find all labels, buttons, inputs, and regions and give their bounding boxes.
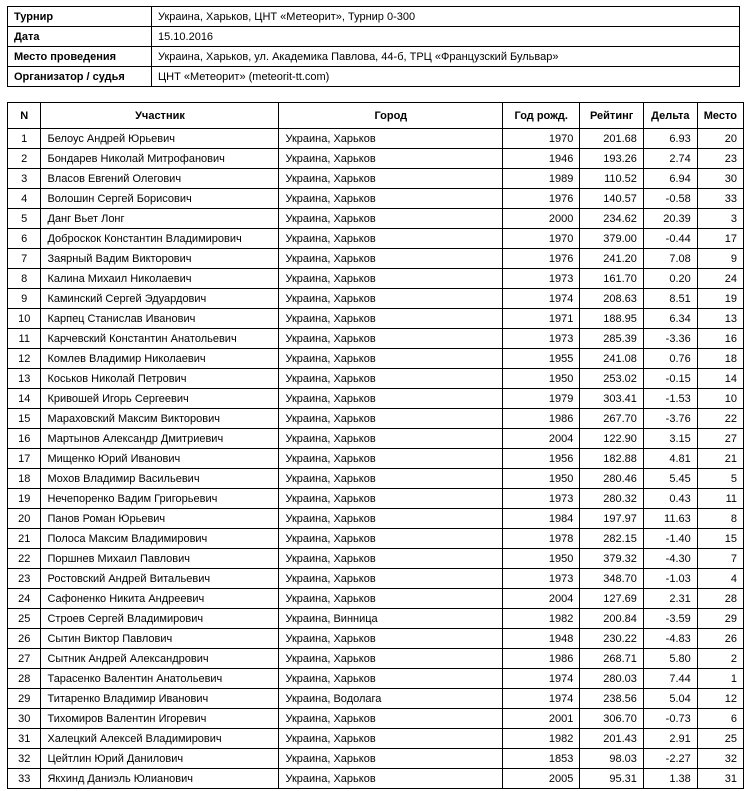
cell-rating: 140.57 xyxy=(580,189,644,209)
cell-participant: Карпец Станислав Иванович xyxy=(41,309,279,329)
cell-participant: Каминский Сергей Эдуардович xyxy=(41,289,279,309)
cell-participant: Заярный Вадим Викторович xyxy=(41,249,279,269)
cell-delta: 3.15 xyxy=(643,429,697,449)
cell-number: 4 xyxy=(8,189,41,209)
cell-number: 8 xyxy=(8,269,41,289)
cell-birth-year: 1955 xyxy=(503,349,580,369)
table-row xyxy=(8,249,744,269)
cell-delta: 8.51 xyxy=(643,289,697,309)
info-row-tournament xyxy=(8,7,740,27)
cell-place: 7 xyxy=(697,549,743,569)
results-header-row xyxy=(8,103,744,129)
info-row-date xyxy=(8,27,740,47)
cell-rating: 241.20 xyxy=(580,249,644,269)
cell-delta: 2.31 xyxy=(643,589,697,609)
cell-birth-year: 1974 xyxy=(503,289,580,309)
cell-birth-year: 1974 xyxy=(503,669,580,689)
cell-city: Украина, Харьков xyxy=(279,489,503,509)
cell-birth-year: 1950 xyxy=(503,369,580,389)
cell-city: Украина, Харьков xyxy=(279,549,503,569)
cell-rating: 208.63 xyxy=(580,289,644,309)
cell-place: 20 xyxy=(697,129,743,149)
cell-number: 25 xyxy=(8,609,41,629)
column-header-place: Место xyxy=(697,103,743,129)
cell-rating: 379.00 xyxy=(580,229,644,249)
cell-rating: 379.32 xyxy=(580,549,644,569)
table-row xyxy=(8,409,744,429)
cell-participant: Тихомиров Валентин Игоревич xyxy=(41,709,279,729)
cell-place: 31 xyxy=(697,769,743,789)
cell-place: 26 xyxy=(697,629,743,649)
cell-birth-year: 1974 xyxy=(503,689,580,709)
cell-participant: Титаренко Владимир Иванович xyxy=(41,689,279,709)
cell-place: 17 xyxy=(697,229,743,249)
column-header-rating: Рейтинг xyxy=(580,103,644,129)
cell-birth-year: 2000 xyxy=(503,209,580,229)
cell-rating: 241.08 xyxy=(580,349,644,369)
cell-delta: 5.04 xyxy=(643,689,697,709)
cell-city: Украина, Харьков xyxy=(279,389,503,409)
cell-delta: -0.58 xyxy=(643,189,697,209)
cell-delta: 6.93 xyxy=(643,129,697,149)
cell-participant: Власов Евгений Олегович xyxy=(41,169,279,189)
cell-place: 32 xyxy=(697,749,743,769)
table-row xyxy=(8,329,744,349)
cell-participant: Строев Сергей Владимирович xyxy=(41,609,279,629)
cell-participant: Карчевский Константин Анатольевич xyxy=(41,329,279,349)
cell-birth-year: 1978 xyxy=(503,529,580,549)
cell-city: Украина, Харьков xyxy=(279,149,503,169)
cell-place: 12 xyxy=(697,689,743,709)
cell-number: 31 xyxy=(8,729,41,749)
info-value: ЦНТ «Метеорит» (meteorit-tt.com) xyxy=(152,67,740,87)
cell-number: 18 xyxy=(8,469,41,489)
table-row xyxy=(8,709,744,729)
cell-rating: 280.46 xyxy=(580,469,644,489)
cell-place: 11 xyxy=(697,489,743,509)
cell-participant: Данг Вьет Лонг xyxy=(41,209,279,229)
cell-place: 6 xyxy=(697,709,743,729)
cell-participant: Поршнев Михаил Павлович xyxy=(41,549,279,569)
cell-city: Украина, Харьков xyxy=(279,729,503,749)
info-value: Украина, Харьков, ул. Академика Павлова, 44-б, ТРЦ «Французский Бульвар» xyxy=(152,47,740,67)
cell-number: 20 xyxy=(8,509,41,529)
cell-birth-year: 1976 xyxy=(503,189,580,209)
cell-birth-year: 2005 xyxy=(503,769,580,789)
cell-city: Украина, Харьков xyxy=(279,269,503,289)
table-row xyxy=(8,689,744,709)
cell-birth-year: 1946 xyxy=(503,149,580,169)
info-value: Украина, Харьков, ЦНТ «Метеорит», Турнир 0-300 xyxy=(152,7,740,27)
cell-participant: Ростовский Андрей Витальевич xyxy=(41,569,279,589)
cell-rating: 230.22 xyxy=(580,629,644,649)
cell-city: Украина, Харьков xyxy=(279,509,503,529)
cell-participant: Цейтлин Юрий Данилович xyxy=(41,749,279,769)
cell-participant: Мищенко Юрий Иванович xyxy=(41,449,279,469)
cell-number: 14 xyxy=(8,389,41,409)
cell-place: 3 xyxy=(697,209,743,229)
cell-delta: 6.94 xyxy=(643,169,697,189)
table-row xyxy=(8,149,744,169)
cell-city: Украина, Харьков xyxy=(279,309,503,329)
cell-rating: 285.39 xyxy=(580,329,644,349)
cell-birth-year: 1973 xyxy=(503,569,580,589)
cell-rating: 238.56 xyxy=(580,689,644,709)
cell-city: Украина, Харьков xyxy=(279,669,503,689)
cell-birth-year: 1976 xyxy=(503,249,580,269)
cell-city: Украина, Харьков xyxy=(279,769,503,789)
cell-birth-year: 1979 xyxy=(503,389,580,409)
table-row xyxy=(8,389,744,409)
cell-delta: -0.15 xyxy=(643,369,697,389)
table-row xyxy=(8,469,744,489)
cell-city: Украина, Харьков xyxy=(279,329,503,349)
cell-city: Украина, Харьков xyxy=(279,529,503,549)
cell-place: 30 xyxy=(697,169,743,189)
cell-number: 2 xyxy=(8,149,41,169)
cell-number: 22 xyxy=(8,549,41,569)
cell-place: 18 xyxy=(697,349,743,369)
cell-city: Украина, Харьков xyxy=(279,569,503,589)
cell-city: Украина, Харьков xyxy=(279,249,503,269)
cell-participant: Мартынов Александр Дмитриевич xyxy=(41,429,279,449)
cell-delta: 2.74 xyxy=(643,149,697,169)
cell-number: 28 xyxy=(8,669,41,689)
cell-birth-year: 1984 xyxy=(503,509,580,529)
cell-rating: 253.02 xyxy=(580,369,644,389)
cell-rating: 200.84 xyxy=(580,609,644,629)
cell-place: 29 xyxy=(697,609,743,629)
table-row xyxy=(8,629,744,649)
cell-place: 19 xyxy=(697,289,743,309)
cell-delta: 1.38 xyxy=(643,769,697,789)
cell-delta: 7.44 xyxy=(643,669,697,689)
cell-city: Украина, Харьков xyxy=(279,749,503,769)
cell-delta: -1.53 xyxy=(643,389,697,409)
cell-place: 9 xyxy=(697,249,743,269)
column-header-number: N xyxy=(8,103,41,129)
cell-participant: Мохов Владимир Васильевич xyxy=(41,469,279,489)
cell-rating: 182.88 xyxy=(580,449,644,469)
table-row xyxy=(8,489,744,509)
table-row xyxy=(8,609,744,629)
table-row xyxy=(8,269,744,289)
cell-participant: Нечепоренко Вадим Григорьевич xyxy=(41,489,279,509)
cell-city: Украина, Харьков xyxy=(279,349,503,369)
table-row xyxy=(8,369,744,389)
cell-number: 12 xyxy=(8,349,41,369)
info-value: 15.10.2016 xyxy=(152,27,740,47)
cell-place: 10 xyxy=(697,389,743,409)
cell-place: 33 xyxy=(697,189,743,209)
cell-delta: -1.03 xyxy=(643,569,697,589)
cell-number: 5 xyxy=(8,209,41,229)
cell-participant: Полоса Максим Владимирович xyxy=(41,529,279,549)
cell-rating: 234.62 xyxy=(580,209,644,229)
cell-number: 19 xyxy=(8,489,41,509)
cell-place: 8 xyxy=(697,509,743,529)
cell-place: 1 xyxy=(697,669,743,689)
cell-number: 10 xyxy=(8,309,41,329)
cell-rating: 122.90 xyxy=(580,429,644,449)
cell-city: Украина, Водолага xyxy=(279,689,503,709)
cell-participant: Бондарев Николай Митрофанович xyxy=(41,149,279,169)
table-row xyxy=(8,769,744,789)
cell-participant: Якхинд Даниэль Юлианович xyxy=(41,769,279,789)
info-label: Место проведения xyxy=(8,47,152,67)
table-row xyxy=(8,669,744,689)
results-table xyxy=(7,102,744,789)
cell-place: 15 xyxy=(697,529,743,549)
cell-participant: Тарасенко Валентин Анатольевич xyxy=(41,669,279,689)
cell-rating: 280.32 xyxy=(580,489,644,509)
cell-rating: 110.52 xyxy=(580,169,644,189)
cell-participant: Халецкий Алексей Владимирович xyxy=(41,729,279,749)
cell-birth-year: 1973 xyxy=(503,269,580,289)
cell-birth-year: 1982 xyxy=(503,609,580,629)
table-row xyxy=(8,169,744,189)
cell-city: Украина, Харьков xyxy=(279,649,503,669)
cell-delta: -0.73 xyxy=(643,709,697,729)
cell-rating: 98.03 xyxy=(580,749,644,769)
cell-delta: -3.76 xyxy=(643,409,697,429)
cell-rating: 201.68 xyxy=(580,129,644,149)
table-row xyxy=(8,509,744,529)
cell-delta: 4.81 xyxy=(643,449,697,469)
cell-place: 23 xyxy=(697,149,743,169)
table-row xyxy=(8,729,744,749)
cell-rating: 306.70 xyxy=(580,709,644,729)
cell-city: Украина, Харьков xyxy=(279,369,503,389)
table-row xyxy=(8,549,744,569)
cell-delta: -3.36 xyxy=(643,329,697,349)
cell-number: 16 xyxy=(8,429,41,449)
cell-rating: 197.97 xyxy=(580,509,644,529)
cell-number: 33 xyxy=(8,769,41,789)
cell-place: 14 xyxy=(697,369,743,389)
cell-participant: Мараховский Максим Викторович xyxy=(41,409,279,429)
cell-city: Украина, Харьков xyxy=(279,429,503,449)
cell-place: 28 xyxy=(697,589,743,609)
cell-participant: Волошин Сергей Борисович xyxy=(41,189,279,209)
cell-number: 21 xyxy=(8,529,41,549)
cell-number: 3 xyxy=(8,169,41,189)
cell-rating: 95.31 xyxy=(580,769,644,789)
table-row xyxy=(8,749,744,769)
cell-place: 25 xyxy=(697,729,743,749)
cell-number: 23 xyxy=(8,569,41,589)
cell-delta: -1.40 xyxy=(643,529,697,549)
cell-number: 27 xyxy=(8,649,41,669)
cell-place: 27 xyxy=(697,429,743,449)
cell-rating: 161.70 xyxy=(580,269,644,289)
table-row xyxy=(8,569,744,589)
cell-birth-year: 1973 xyxy=(503,489,580,509)
cell-delta: 11.63 xyxy=(643,509,697,529)
cell-place: 22 xyxy=(697,409,743,429)
column-header-participant: Участник xyxy=(41,103,279,129)
cell-participant: Сытин Виктор Павлович xyxy=(41,629,279,649)
cell-city: Украина, Харьков xyxy=(279,449,503,469)
info-row-venue xyxy=(8,47,740,67)
cell-participant: Сытник Андрей Александрович xyxy=(41,649,279,669)
cell-rating: 303.41 xyxy=(580,389,644,409)
cell-number: 30 xyxy=(8,709,41,729)
cell-delta: 6.34 xyxy=(643,309,697,329)
cell-birth-year: 1956 xyxy=(503,449,580,469)
cell-place: 13 xyxy=(697,309,743,329)
table-row xyxy=(8,189,744,209)
cell-birth-year: 2001 xyxy=(503,709,580,729)
cell-birth-year: 1970 xyxy=(503,129,580,149)
cell-city: Украина, Харьков xyxy=(279,709,503,729)
cell-city: Украина, Винница xyxy=(279,609,503,629)
results-body xyxy=(8,129,744,789)
cell-number: 9 xyxy=(8,289,41,309)
cell-delta: 0.76 xyxy=(643,349,697,369)
info-label: Дата xyxy=(8,27,152,47)
cell-number: 7 xyxy=(8,249,41,269)
cell-number: 32 xyxy=(8,749,41,769)
cell-number: 11 xyxy=(8,329,41,349)
cell-place: 16 xyxy=(697,329,743,349)
cell-delta: -4.83 xyxy=(643,629,697,649)
cell-city: Украина, Харьков xyxy=(279,169,503,189)
cell-place: 21 xyxy=(697,449,743,469)
cell-rating: 282.15 xyxy=(580,529,644,549)
cell-participant: Кривошей Игорь Сергеевич xyxy=(41,389,279,409)
cell-city: Украина, Харьков xyxy=(279,209,503,229)
cell-delta: -4.30 xyxy=(643,549,697,569)
cell-birth-year: 2004 xyxy=(503,429,580,449)
table-row xyxy=(8,309,744,329)
cell-rating: 193.26 xyxy=(580,149,644,169)
cell-participant: Калина Михаил Николаевич xyxy=(41,269,279,289)
cell-city: Украина, Харьков xyxy=(279,469,503,489)
cell-delta: 5.80 xyxy=(643,649,697,669)
cell-participant: Комлев Владимир Николаевич xyxy=(41,349,279,369)
cell-delta: -3.59 xyxy=(643,609,697,629)
cell-city: Украина, Харьков xyxy=(279,229,503,249)
cell-birth-year: 1948 xyxy=(503,629,580,649)
cell-city: Украина, Харьков xyxy=(279,289,503,309)
cell-number: 29 xyxy=(8,689,41,709)
info-label: Организатор / судья xyxy=(8,67,152,87)
cell-city: Украина, Харьков xyxy=(279,409,503,429)
column-header-city: Город xyxy=(279,103,503,129)
cell-city: Украина, Харьков xyxy=(279,629,503,649)
cell-rating: 127.69 xyxy=(580,589,644,609)
column-header-birth-year: Год рожд. xyxy=(503,103,580,129)
cell-birth-year: 1950 xyxy=(503,549,580,569)
table-row xyxy=(8,589,744,609)
cell-birth-year: 1853 xyxy=(503,749,580,769)
cell-birth-year: 1971 xyxy=(503,309,580,329)
cell-place: 4 xyxy=(697,569,743,589)
info-label: Турнир xyxy=(8,7,152,27)
cell-number: 17 xyxy=(8,449,41,469)
cell-birth-year: 1970 xyxy=(503,229,580,249)
tournament-info-body xyxy=(8,7,740,87)
cell-number: 1 xyxy=(8,129,41,149)
cell-birth-year: 1986 xyxy=(503,409,580,429)
cell-birth-year: 1982 xyxy=(503,729,580,749)
cell-participant: Панов Роман Юрьевич xyxy=(41,509,279,529)
cell-delta: 0.43 xyxy=(643,489,697,509)
cell-birth-year: 2004 xyxy=(503,589,580,609)
cell-delta: 0.20 xyxy=(643,269,697,289)
cell-delta: 5.45 xyxy=(643,469,697,489)
cell-place: 5 xyxy=(697,469,743,489)
table-row xyxy=(8,449,744,469)
cell-city: Украина, Харьков xyxy=(279,589,503,609)
tournament-info-table xyxy=(7,6,740,87)
cell-rating: 188.95 xyxy=(580,309,644,329)
cell-city: Украина, Харьков xyxy=(279,189,503,209)
cell-participant: Коськов Николай Петрович xyxy=(41,369,279,389)
cell-participant: Белоус Андрей Юрьевич xyxy=(41,129,279,149)
cell-participant: Сафоненко Никита Андреевич xyxy=(41,589,279,609)
cell-number: 6 xyxy=(8,229,41,249)
cell-delta: -2.27 xyxy=(643,749,697,769)
cell-place: 2 xyxy=(697,649,743,669)
column-header-delta: Дельта xyxy=(643,103,697,129)
cell-number: 13 xyxy=(8,369,41,389)
cell-delta: -0.44 xyxy=(643,229,697,249)
cell-rating: 267.70 xyxy=(580,409,644,429)
info-row-organizer xyxy=(8,67,740,87)
table-row xyxy=(8,229,744,249)
table-row xyxy=(8,529,744,549)
cell-delta: 20.39 xyxy=(643,209,697,229)
cell-birth-year: 1989 xyxy=(503,169,580,189)
cell-number: 15 xyxy=(8,409,41,429)
table-row xyxy=(8,129,744,149)
table-row xyxy=(8,349,744,369)
cell-rating: 201.43 xyxy=(580,729,644,749)
cell-rating: 280.03 xyxy=(580,669,644,689)
cell-birth-year: 1986 xyxy=(503,649,580,669)
table-row xyxy=(8,429,744,449)
cell-number: 26 xyxy=(8,629,41,649)
cell-birth-year: 1973 xyxy=(503,329,580,349)
cell-delta: 2.91 xyxy=(643,729,697,749)
cell-delta: 7.08 xyxy=(643,249,697,269)
cell-place: 24 xyxy=(697,269,743,289)
table-row xyxy=(8,649,744,669)
table-row xyxy=(8,289,744,309)
cell-rating: 268.71 xyxy=(580,649,644,669)
cell-birth-year: 1950 xyxy=(503,469,580,489)
cell-number: 24 xyxy=(8,589,41,609)
cell-city: Украина, Харьков xyxy=(279,129,503,149)
cell-participant: Доброскок Константин Владимирович xyxy=(41,229,279,249)
table-row xyxy=(8,209,744,229)
cell-rating: 348.70 xyxy=(580,569,644,589)
